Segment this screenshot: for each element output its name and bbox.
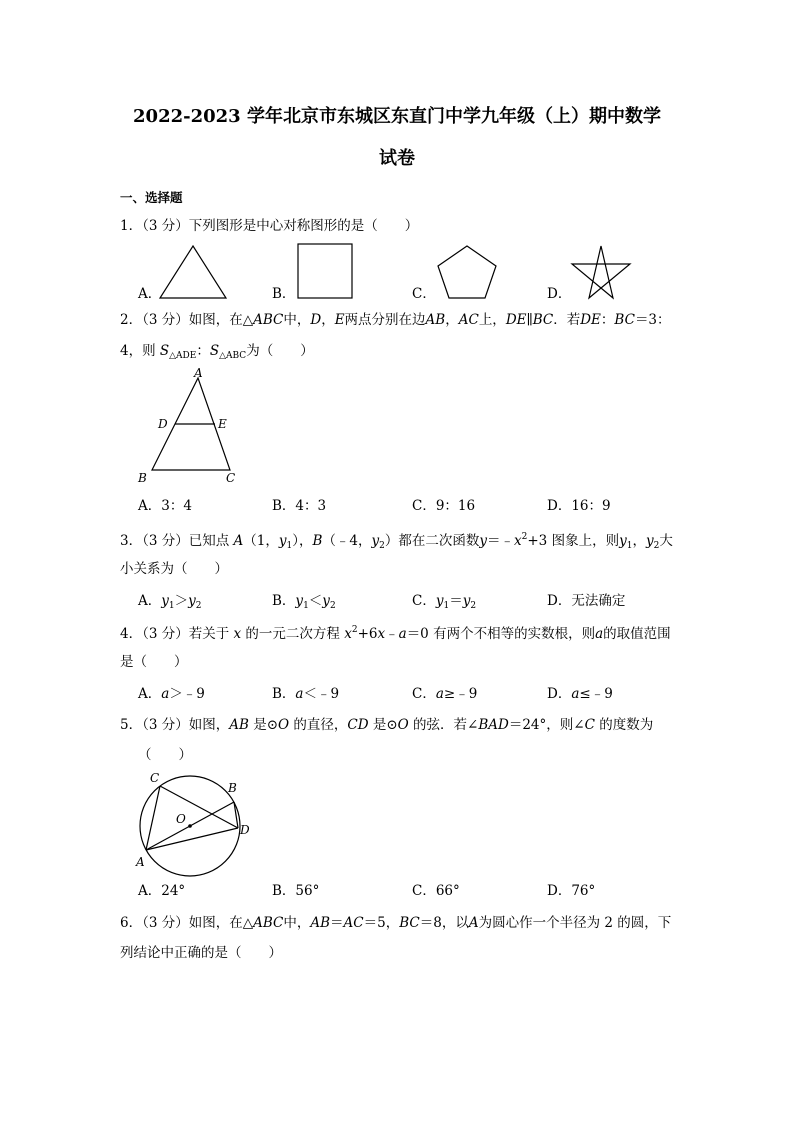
q1-triangle-figure (158, 244, 228, 300)
q3-option-c: C．$y_1=y_2$ (412, 593, 477, 611)
q2-option-d: D．16：9 (547, 498, 611, 514)
page-title-line-2: 试卷 (379, 148, 415, 169)
q2-label-b: B (138, 471, 147, 485)
q3-option-b: B．$y_1<y_2$ (272, 593, 336, 611)
q5-label-b: B (228, 781, 237, 795)
q2-label-a: A (194, 368, 203, 380)
q2-option-c: C．9：16 (412, 498, 476, 514)
page-title-line-1: 2022-2023 学年北京市东城区东直门中学九年级（上）期中数学 (133, 106, 661, 127)
q2-stem-line-2: 4，则 $S_{\triangle ADE}$：$S_{\triangle ABC}$为（ ） (120, 343, 314, 361)
q1-star-figure (570, 244, 632, 300)
q2-label-e: E (218, 417, 227, 431)
q5-label-d: D (240, 823, 250, 837)
q5-label-a: A (136, 855, 145, 869)
q1-option-b-label: B． (272, 286, 296, 302)
q4-stem-line-2: 是（ ） (120, 654, 188, 670)
q3-option-a: A．$y_1>y_2$ (138, 593, 202, 611)
q5-stem-line-1: 5．（3 分）如图，AB 是⊙O 的直径，CD 是⊙O 的弦．若∠BAD＝24°，则∠C 的度数为 (120, 717, 654, 733)
q2-option-a: A．3：4 (138, 498, 192, 514)
q4-option-a: A．a＞﹣9 (138, 686, 205, 702)
q3-stem-line-1: 3．（3 分）已知点 A（1，$y_1$），B（﹣4，$y_2$）都在二次函数$y=﹣x^2+3$ 图象上，则$y_1$，$y_2$大 (120, 532, 673, 551)
q4-option-d: D．a≤﹣9 (547, 686, 613, 702)
q2-stem-line-1: 2．（3 分）如图，在△ABC中，D，E两点分别在边AB，AC上，DE∥BC．若DE：BC＝3： (120, 312, 671, 328)
q1-stem: 1．（3 分）下列图形是中心对称图形的是（ ） (120, 218, 419, 234)
q1-option-c-label: C． (412, 286, 436, 302)
q2-label-d: D (158, 417, 168, 431)
q5-option-a: A．24° (138, 883, 186, 899)
q4-stem-line-1: 4．（3 分）若关于 x 的一元二次方程 $x^2+6x﹣a=0$ 有两个不相等的实数根，则a的取值范围 (120, 625, 671, 642)
q6-stem-line-2: 列结论中正确的是（ ） (120, 945, 282, 961)
section-heading: 一、选择题 (120, 190, 183, 205)
q5-label-c: C (150, 771, 160, 785)
q4-option-b: B．a＜﹣9 (272, 686, 340, 702)
q5-option-d: D．76° (547, 883, 596, 899)
q1-pentagon-figure (436, 244, 498, 300)
q5-circle-figure (128, 766, 258, 878)
q1-square-figure (296, 242, 354, 300)
q5-option-b: B．56° (272, 883, 320, 899)
q4-option-c: C．a≥﹣9 (412, 686, 478, 702)
q2-triangle-figure (132, 368, 244, 486)
q3-stem-line-2: 小关系为（ ） (120, 561, 228, 577)
q1-option-d-label: D． (547, 286, 572, 302)
q2-option-b: B．4：3 (272, 498, 327, 514)
q5-stem-line-2: （ ） (138, 747, 192, 763)
q1-option-a-label: A． (138, 286, 162, 302)
q2-label-c: C (226, 471, 236, 485)
q5-label-o: O (176, 812, 186, 826)
q5-option-c: C．66° (412, 883, 460, 899)
q3-option-d: D．无法确定 (547, 593, 626, 609)
q6-stem-line-1: 6．（3 分）如图，在△ABC中，AB＝AC＝5，BC＝8，以A为圆心作一个半径为 2 的圆，下 (120, 915, 672, 931)
